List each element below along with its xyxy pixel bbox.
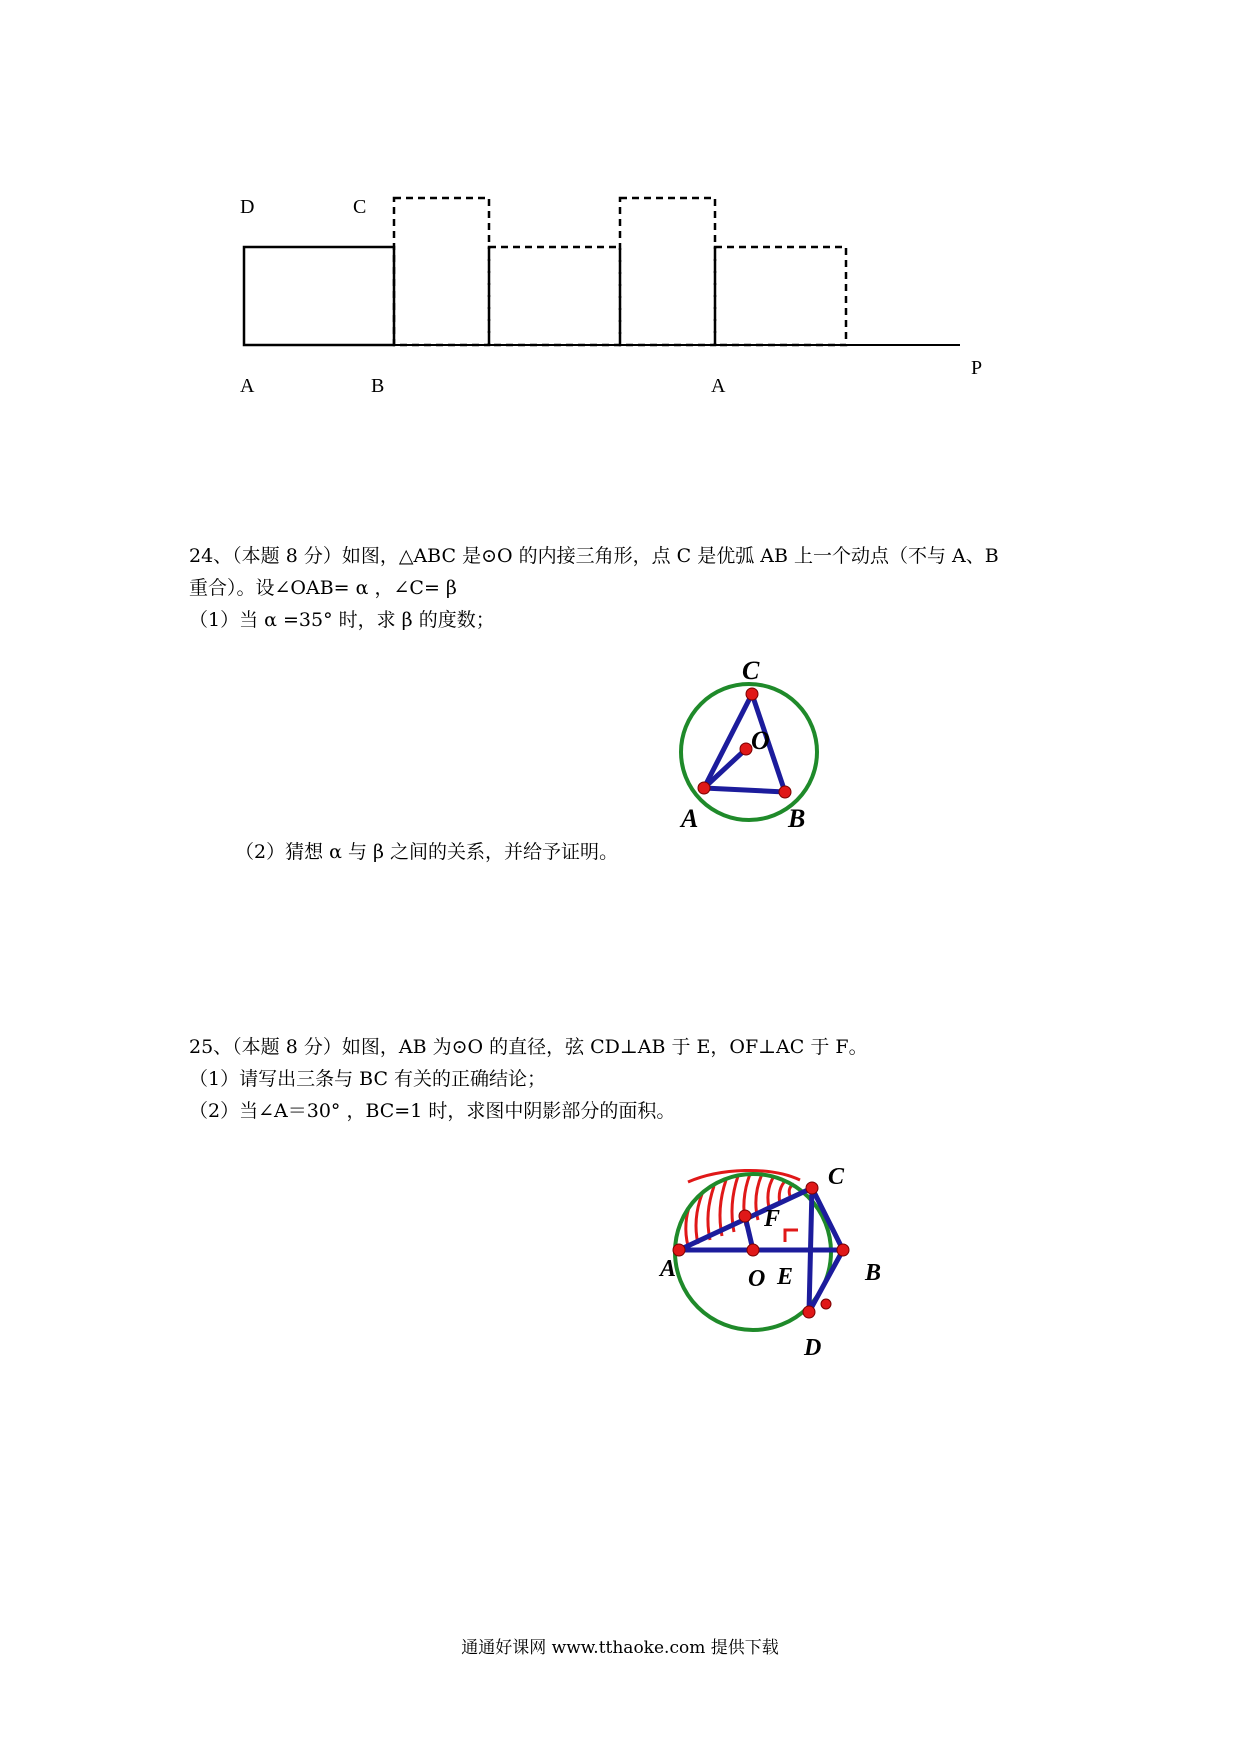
q24-part1: （1）当 α =35° 时，求 β 的度数； bbox=[189, 609, 495, 631]
q25-label-f: F bbox=[764, 1206, 781, 1232]
q25-label-d: D bbox=[804, 1335, 822, 1361]
segment-cb bbox=[812, 1188, 843, 1250]
q24-label-c: C bbox=[742, 656, 760, 685]
label-c: C bbox=[353, 196, 367, 218]
q25-label-a: A bbox=[660, 1256, 677, 1282]
point-c bbox=[746, 688, 758, 700]
q24-label-b: B bbox=[788, 804, 806, 833]
point-d bbox=[803, 1306, 815, 1318]
q25-label-c: C bbox=[828, 1164, 845, 1190]
segment-ab bbox=[704, 788, 785, 792]
label-a-start: A bbox=[240, 375, 255, 397]
q24-line1: 24、（本题 8 分）如图，△ABC 是⊙O 的内接三角形，点 C 是优弧 AB 上一个动点（不与 A、B bbox=[189, 545, 999, 567]
q25-part1: （1）请写出三条与 BC 有关的正确结论； bbox=[189, 1068, 547, 1090]
point-extra bbox=[821, 1299, 831, 1309]
point-b bbox=[779, 786, 791, 798]
point-a bbox=[698, 782, 710, 794]
rectangle-rolling-figure bbox=[230, 190, 1010, 390]
label-a-end: A bbox=[711, 375, 726, 397]
q25-line1: 25、（本题 8 分）如图，AB 为⊙O 的直径，弦 CD⊥AB 于 E，OF⊥AC 于 F。 bbox=[189, 1036, 868, 1058]
right-angle-mark bbox=[785, 1230, 798, 1242]
q25-label-o: O bbox=[748, 1266, 766, 1292]
segment-ca bbox=[704, 694, 752, 788]
q24-label-o: O bbox=[751, 726, 770, 755]
point-a bbox=[673, 1244, 685, 1256]
segment-cd bbox=[809, 1188, 812, 1312]
q25-part2: （2）当∠A＝30° ，BC=1 时，求图中阴影部分的面积。 bbox=[189, 1100, 676, 1122]
q24-label-a: A bbox=[681, 804, 699, 833]
q24-line2: 重合）。设∠OAB= α ，∠C= β bbox=[189, 577, 457, 599]
footer-source: 通通好课网 www.tthaoke.com 提供下载 bbox=[461, 1638, 779, 1658]
q25-label-e: E bbox=[777, 1264, 794, 1290]
point-f bbox=[739, 1210, 751, 1222]
point-c bbox=[806, 1182, 818, 1194]
point-o bbox=[747, 1244, 759, 1256]
q25-circle-figure bbox=[660, 1160, 880, 1360]
dashed-rectangles bbox=[394, 198, 846, 345]
q25-label-b: B bbox=[865, 1260, 882, 1286]
label-p: P bbox=[971, 357, 983, 379]
rectangle-abcd bbox=[244, 247, 394, 345]
point-b bbox=[837, 1244, 849, 1256]
label-d: D bbox=[240, 196, 255, 218]
q24-part2: （2）猜想 α 与 β 之间的关系，并给予证明。 bbox=[235, 841, 619, 863]
label-b: B bbox=[371, 375, 385, 397]
segment-oa bbox=[704, 749, 746, 788]
